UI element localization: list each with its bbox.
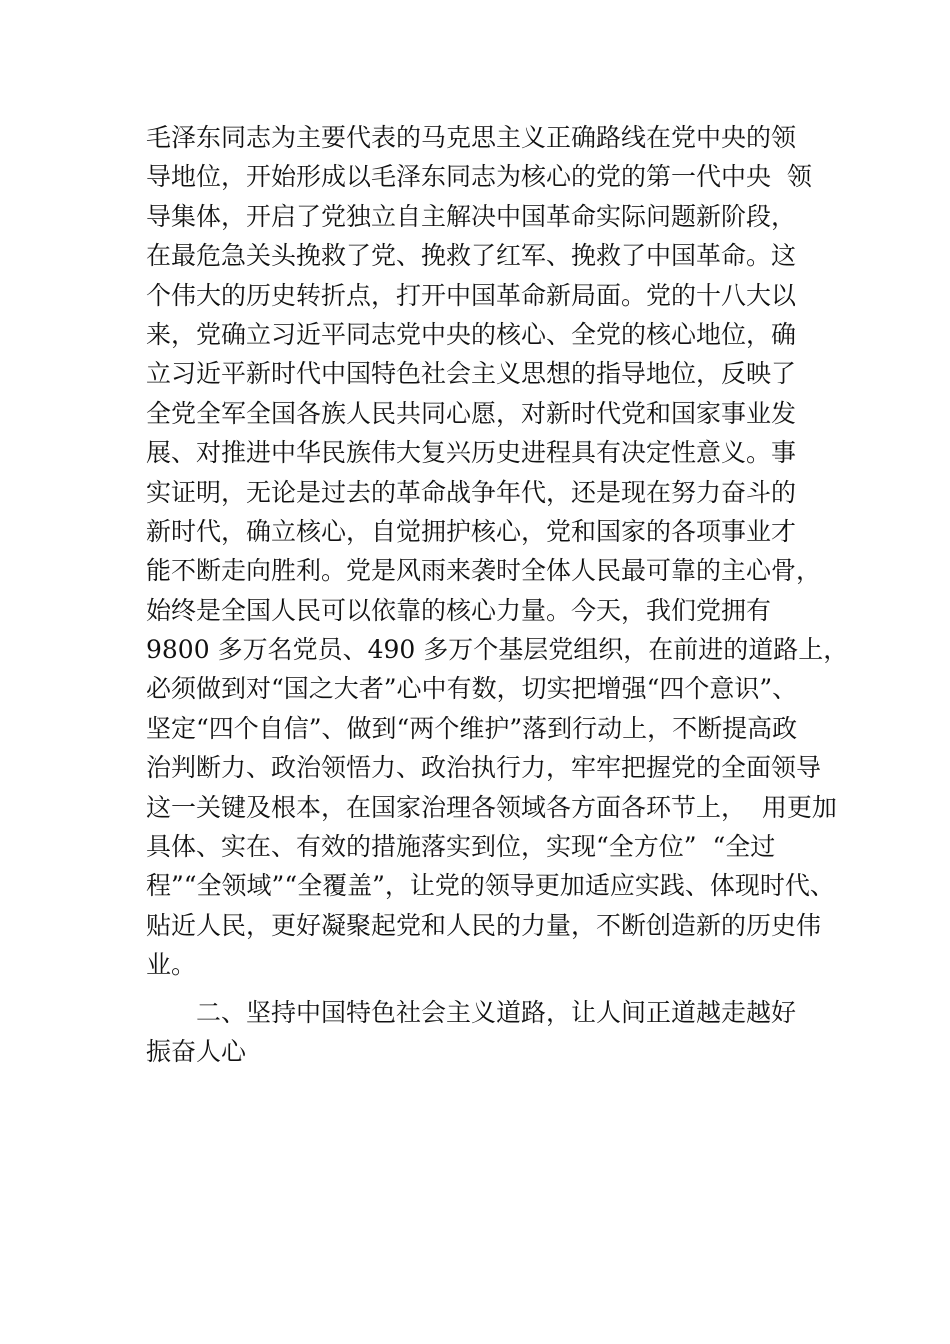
body-line: 新时代，确立核心，自觉拥护核心，党和国家的各项事业才 <box>146 516 797 546</box>
body-line: 导地位，开始形成以毛泽东同志为核心的党的第一代中央 领 <box>146 162 812 192</box>
body-line: 毛泽东同志为主要代表的马克思主义正确路线在党中央的领 <box>146 123 797 152</box>
body-line: 导集体，开启了党独立自主解决中国革命实际问题新阶段， <box>146 201 797 231</box>
body-line: 展、对推进中华民族伟大复兴历史进程具有决定性意义。事 <box>146 438 797 468</box>
body-line: 能不断走向胜利。党是风雨来袭时全体人民最可靠的主心骨， <box>146 556 822 586</box>
body-line: 业。 <box>146 950 197 980</box>
body-line: 治判断力、政治领悟力、政治执行力，牢牢把握党的全面领导 <box>146 753 822 783</box>
body-line: 程”“全领域”“全覆盖”，让党的领导更加适应实践、体现时代、 <box>146 871 835 901</box>
body-line: 贴近人民，更好凝聚起党和人民的力量，不断创造新的历史伟 <box>146 910 822 940</box>
body-line: 全党全军全国各族人民共同心愿，对新时代党和国家事业发 <box>146 398 797 428</box>
body-line: 来，党确立习近平同志党中央的核心、全党的核心地位，确 <box>146 319 797 349</box>
body-line: 个伟大的历史转折点，打开中国革命新局面。党的十八大以 <box>146 280 797 310</box>
body-line: 必须做到对“国之大者”心中有数，切实把增强“四个意识”、 <box>146 674 798 704</box>
body-line: 始终是全国人民可以依靠的核心力量。今天，我们党拥有 <box>146 595 772 625</box>
body-line: 这一关键及根本，在国家治理各领域各方面各环节上， 用更加 <box>146 792 837 822</box>
body-line: 实证明，无论是过去的革命战争年代，还是现在努力奋斗的 <box>146 477 797 507</box>
section-heading-continuation: 振奋人心 <box>146 1036 247 1066</box>
body-line: 具体、实在、有效的措施落实到位，实现“全方位” “全过 <box>146 832 776 862</box>
body-line: 坚定“四个自信”、做到“两个维护”落到行动上，不断提高政 <box>146 713 798 743</box>
body-text <box>146 118 849 1071</box>
body-line: 9800 多万名党员、490 多万个基层党组织，在前进的道路上， <box>146 635 849 665</box>
section-heading: 二、坚持中国特色社会主义道路，让人间正道越走越好 <box>196 997 797 1027</box>
body-line: 立习近平新时代中国特色社会主义思想的指导地位，反映了 <box>146 359 797 389</box>
body-line: 在最危急关头挽救了党、挽救了红军、挽救了中国革命。这 <box>146 241 797 271</box>
